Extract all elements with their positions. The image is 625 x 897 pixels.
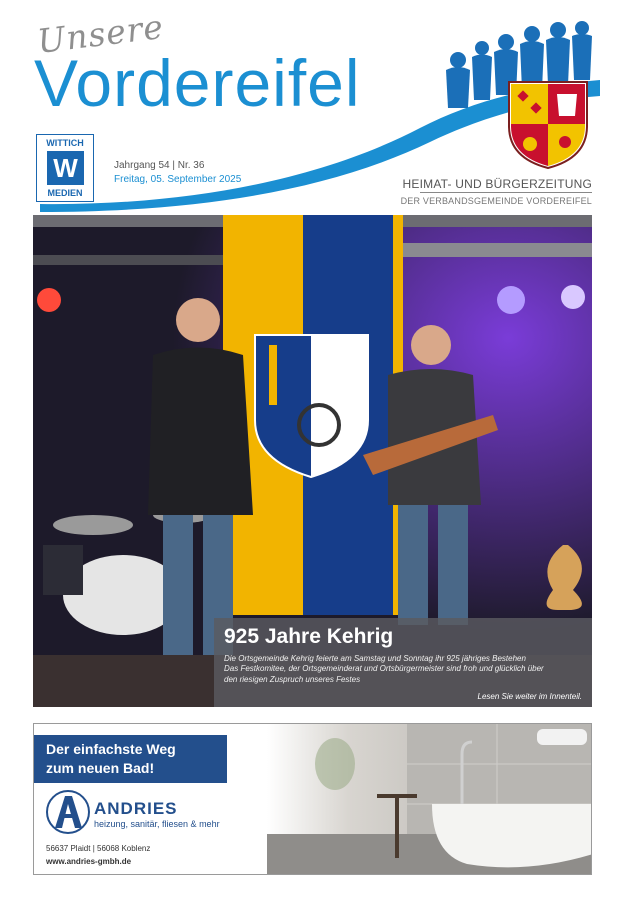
ad-website-link[interactable]: www.andries-gmbh.de <box>46 857 132 866</box>
ad-services: heizung, sanitär, fliesen & mehr <box>94 819 220 829</box>
title-large: Vordereifel <box>34 46 361 120</box>
hero-photo <box>33 215 592 707</box>
publisher-logo-mark: W <box>47 151 84 185</box>
cover-text-line2: Das Festkomitee, der Ortsgemeinderat und Ortsbürgermeister sind froh und glücklich über <box>224 664 544 674</box>
cover-story-caption <box>214 618 592 707</box>
title-small: Unsere <box>35 6 166 61</box>
cover-text-line1: Die Ortsgemeinde Kehrig feierte am Samstag und Sonntag ihr 925 jähriges Bestehen <box>224 654 526 663</box>
publisher-logo-line1: WITTICH <box>46 138 84 148</box>
read-more-link: Lesen Sie weiter im Innenteil. <box>477 692 582 701</box>
ad-slogan-line1: Der einfachste Weg <box>46 741 176 757</box>
masthead <box>0 0 625 215</box>
ad-address: 56637 Plaidt | 56068 Koblenz <box>46 844 151 853</box>
bathroom-advertisement <box>33 723 592 875</box>
issue-number: Jahrgang 54 | Nr. 36 <box>114 160 205 171</box>
andries-logo-icon <box>46 790 90 834</box>
cover-text-line3: den riesigen Zuspruch unseres Festes <box>224 674 361 684</box>
ad-slogan-banner <box>34 735 227 783</box>
ad-brand-name: ANDRIES <box>94 799 178 818</box>
municipal-crest-icon <box>505 78 591 170</box>
ad-slogan-line2: zum neuen Bad! <box>46 760 155 776</box>
cover-headline: 925 Jahre Kehrig <box>224 625 394 648</box>
tagline-sub: DER VERBANDSGEMEINDE VORDEREIFEL <box>400 196 592 206</box>
tagline-main: HEIMAT- UND BÜRGERZEITUNG <box>402 177 592 191</box>
issue-date: Freitag, 05. September 2025 <box>114 174 242 185</box>
bathroom-photo <box>267 724 592 875</box>
publisher-logo <box>36 134 94 202</box>
publisher-logo-line2: MEDIEN <box>47 188 83 198</box>
tagline-divider <box>420 192 592 193</box>
